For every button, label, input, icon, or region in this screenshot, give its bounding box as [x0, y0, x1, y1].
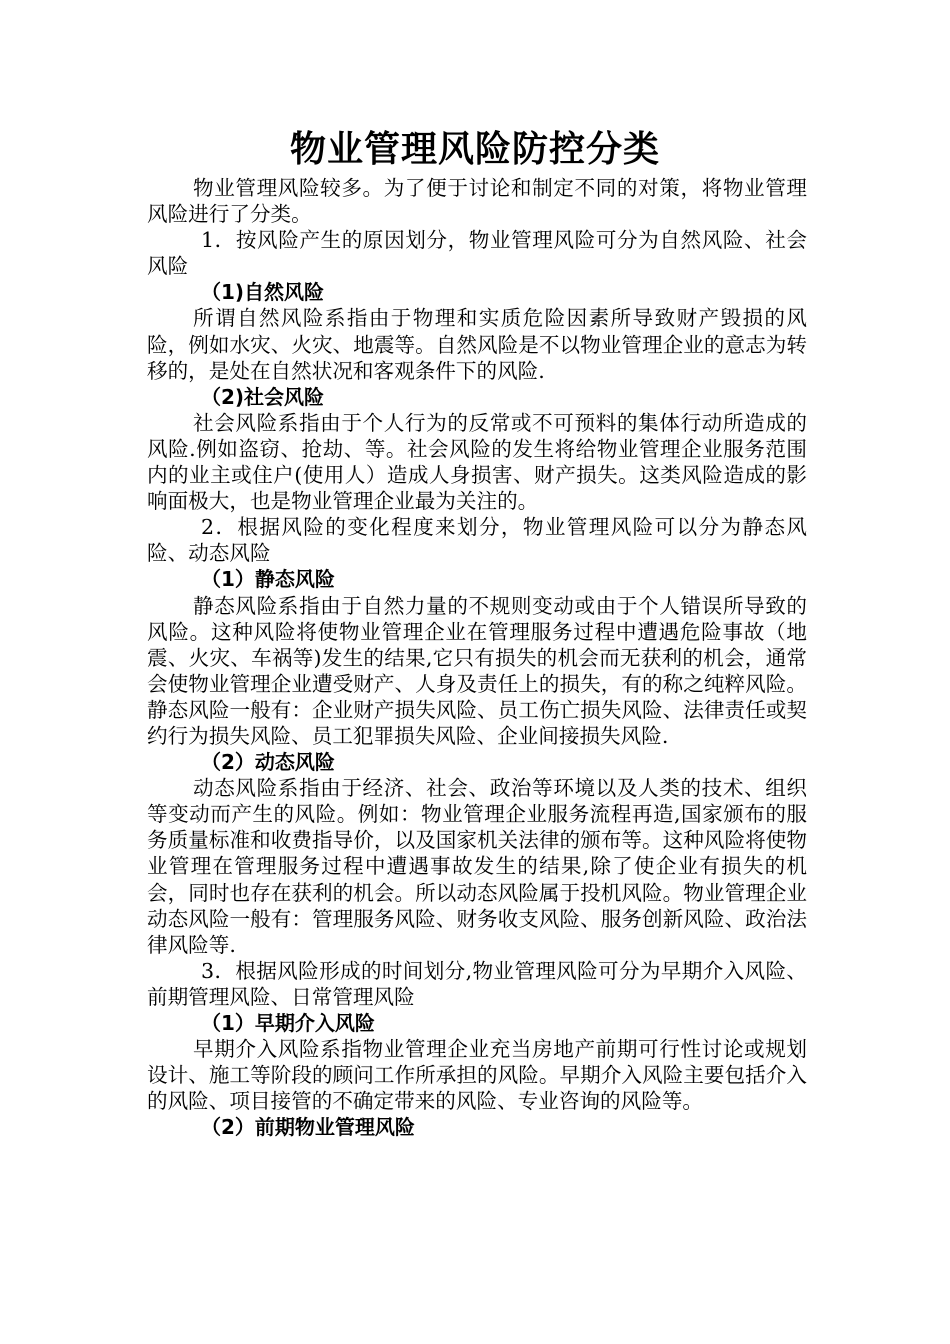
document-body	[147, 175, 807, 1140]
section-2-body-1: 静态风险系指由于自然力量的不规则变动或由于个人错误所导致的风险。这种风险将使物业管理企业在管理服务过程中遭遇危险事故（地震、火灾、车祸等)发生的结果,它只有损失的机会而无获利的机会，通常会使物业管理企业遭受财产、人身及责任上的损失，有的称之纯粹风险。静态风险一般有：企业财产损失风险、员工伤亡损失风险、法律责任或契约行为损失风险、员工犯罪损失风险、企业间接损失风险.	[147, 593, 807, 748]
section-1-body-2: 社会风险系指由于个人行为的反常或不可预料的集体行动所造成的风险.例如盗窃、抢劫、等。社会风险的发生将给物业管理企业服务范围内的业主或住户(使用人）造成人身损害、财产损失。这类风险造成的影响面极大，也是物业管理企业最为关注的。	[147, 410, 807, 514]
section-3-body-1: 早期介入风险系指物业管理企业充当房地产前期可行性讨论或规划设计、施工等阶段的顾问工作所承担的风险。早期介入风险主要包括介入的风险、项目接管的不确定带来的风险、专业咨询的风险等。	[147, 1037, 807, 1114]
section-1-body-1: 所谓自然风险系指由于物理和实质危险因素所导致财产毁损的风险，例如水灾、火灾、地震等。自然风险是不以物业管理企业的意志为转移的，是处在自然状况和客观条件下的风险.	[147, 306, 807, 383]
section-3-heading-2: （2）前期物业管理风险	[201, 1115, 415, 1140]
section-1-heading-2: （2)社会风险	[201, 384, 325, 409]
section-1-heading-1: （1)自然风险	[201, 280, 325, 305]
section-1-paragraph: 1．按风险产生的原因划分，物业管理风险可分为自然风险、社会风险	[147, 228, 807, 279]
section-3-paragraph: 3．根据风险形成的时间划分,物业管理风险可分为早期介入风险、前期管理风险、日常管理风险	[147, 958, 807, 1009]
document-title: 物业管理风险防控分类	[289, 129, 660, 170]
section-2-paragraph: 2．根据风险的变化程度来划分，物业管理风险可以分为静态风险、动态风险	[147, 515, 807, 566]
section-2-heading-1: （1）静态风险	[201, 567, 335, 592]
section-3-heading-1: （1）早期介入风险	[201, 1011, 375, 1035]
intro-paragraph: 物业管理风险较多。为了便于讨论和制定不同的对策，将物业管理风险进行了分类。	[147, 176, 807, 227]
section-2-body-2: 动态风险系指由于经济、社会、政治等环境以及人类的技术、组织等变动而产生的风险。例如：物业管理企业服务流程再造,国家颁布的服务质量标准和收费指导价，以及国家机关法律的颁布等。这种风险将使物业管理在管理服务过程中遭遇事故发生的结果,除了使企业有损失的机会，同时也存在获利的机会。所以动态风险属于投机风险。物业管理企业动态风险一般有：管理服务风险、财务收支风险、服务创新风险、政治法律风险等.	[147, 776, 807, 957]
section-2-heading-2: （2）动态风险	[201, 750, 335, 775]
